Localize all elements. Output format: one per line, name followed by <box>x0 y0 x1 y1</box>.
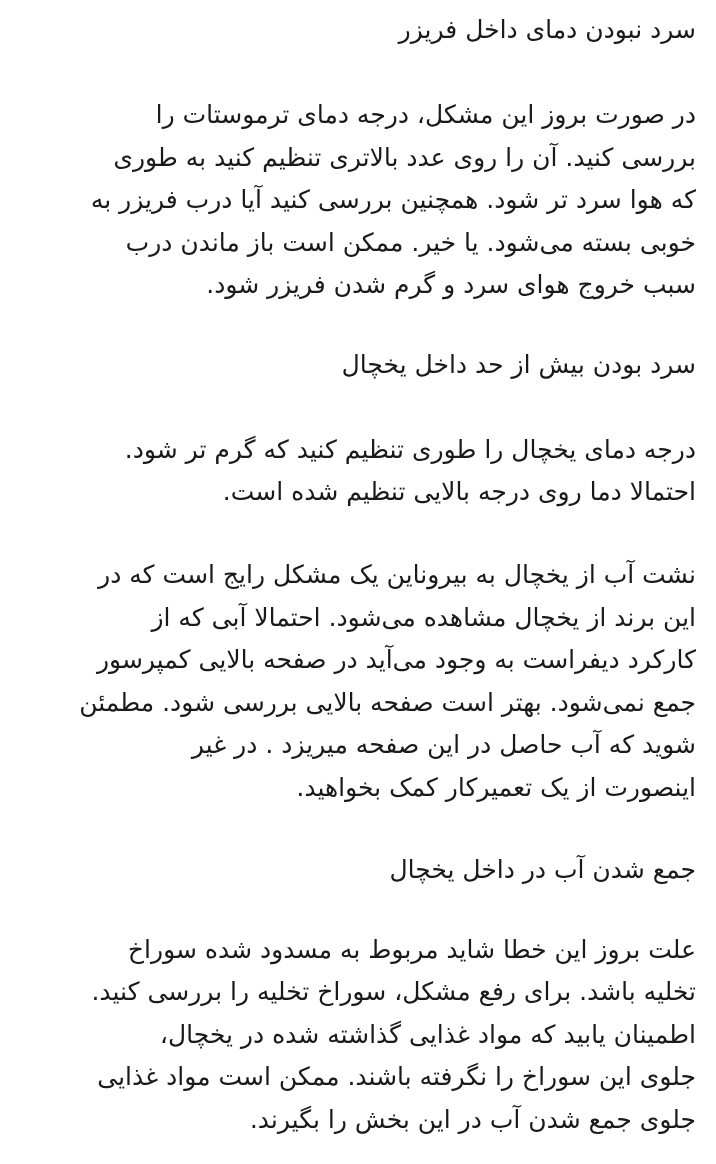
paragraph-line: جلوی جمع شدن آب در این بخش را بگیرند. <box>249 1105 696 1134</box>
paragraph-line: اینصورت از یک تعمیرکار کمک بخواهید. <box>296 773 696 802</box>
paragraph-line: درجه دمای یخچال را طوری تنظیم کنید که گرم تر شود. <box>124 435 696 464</box>
paragraph-line: شوید که آب حاصل در این صفحه میریزد . در غیر <box>191 730 696 759</box>
section-heading-fridge-too-cold: سرد بودن بیش از حد داخل یخچال <box>341 350 696 379</box>
section-heading-water-accumulation: جمع شدن آب در داخل یخچال <box>389 855 696 884</box>
section-heading-freezer-not-cold: سرد نبودن دمای داخل فریزر <box>398 15 696 44</box>
paragraph-line: علت بروز این خطا شاید مربوط به مسدود شده سوراخ <box>127 935 696 964</box>
paragraph-line: خوبی بسته می‌شود. یا خیر. ممکن است باز ماندن درب <box>125 228 696 257</box>
paragraph-line: که هوا سرد تر شود. همچنین بررسی کنید آیا درب فریزر به <box>90 185 696 214</box>
paragraph-line: این برند از یخچال مشاهده می‌شود. احتمالا آبی که از <box>151 603 696 632</box>
paragraph-line: سبب خروج هوای سرد و گرم شدن فریزر شود. <box>206 270 696 299</box>
paragraph-line: بررسی کنید. آن را روی عدد بالاتری تنظیم کنید به طوری <box>113 143 696 172</box>
paragraph-line: جمع نمی‌شود. بهتر است صفحه بالایی بررسی شود. مطمئن <box>79 688 696 717</box>
paragraph-line: کارکرد دیفراست به وجود می‌آید در صفحه بالایی کمپرسور <box>96 645 696 674</box>
paragraph-line: تخلیه باشد. برای رفع مشکل، سوراخ تخلیه را بررسی کنید. <box>91 977 696 1006</box>
paragraph-line: نشت آب از یخچال به بیروناین یک مشکل رایج است که در <box>98 560 696 589</box>
paragraph-line: احتمالا دما روی درجه بالایی تنظیم شده است. <box>222 477 696 506</box>
paragraph-line: جلوی این سوراخ را نگرفته باشند. ممکن است مواد غذایی <box>97 1062 696 1091</box>
paragraph-line: اطمینان یابید که مواد غذایی گذاشته شده در یخچال، <box>159 1020 696 1049</box>
paragraph-line: در صورت بروز این مشکل، درجه دمای ترموستات را <box>155 100 696 129</box>
